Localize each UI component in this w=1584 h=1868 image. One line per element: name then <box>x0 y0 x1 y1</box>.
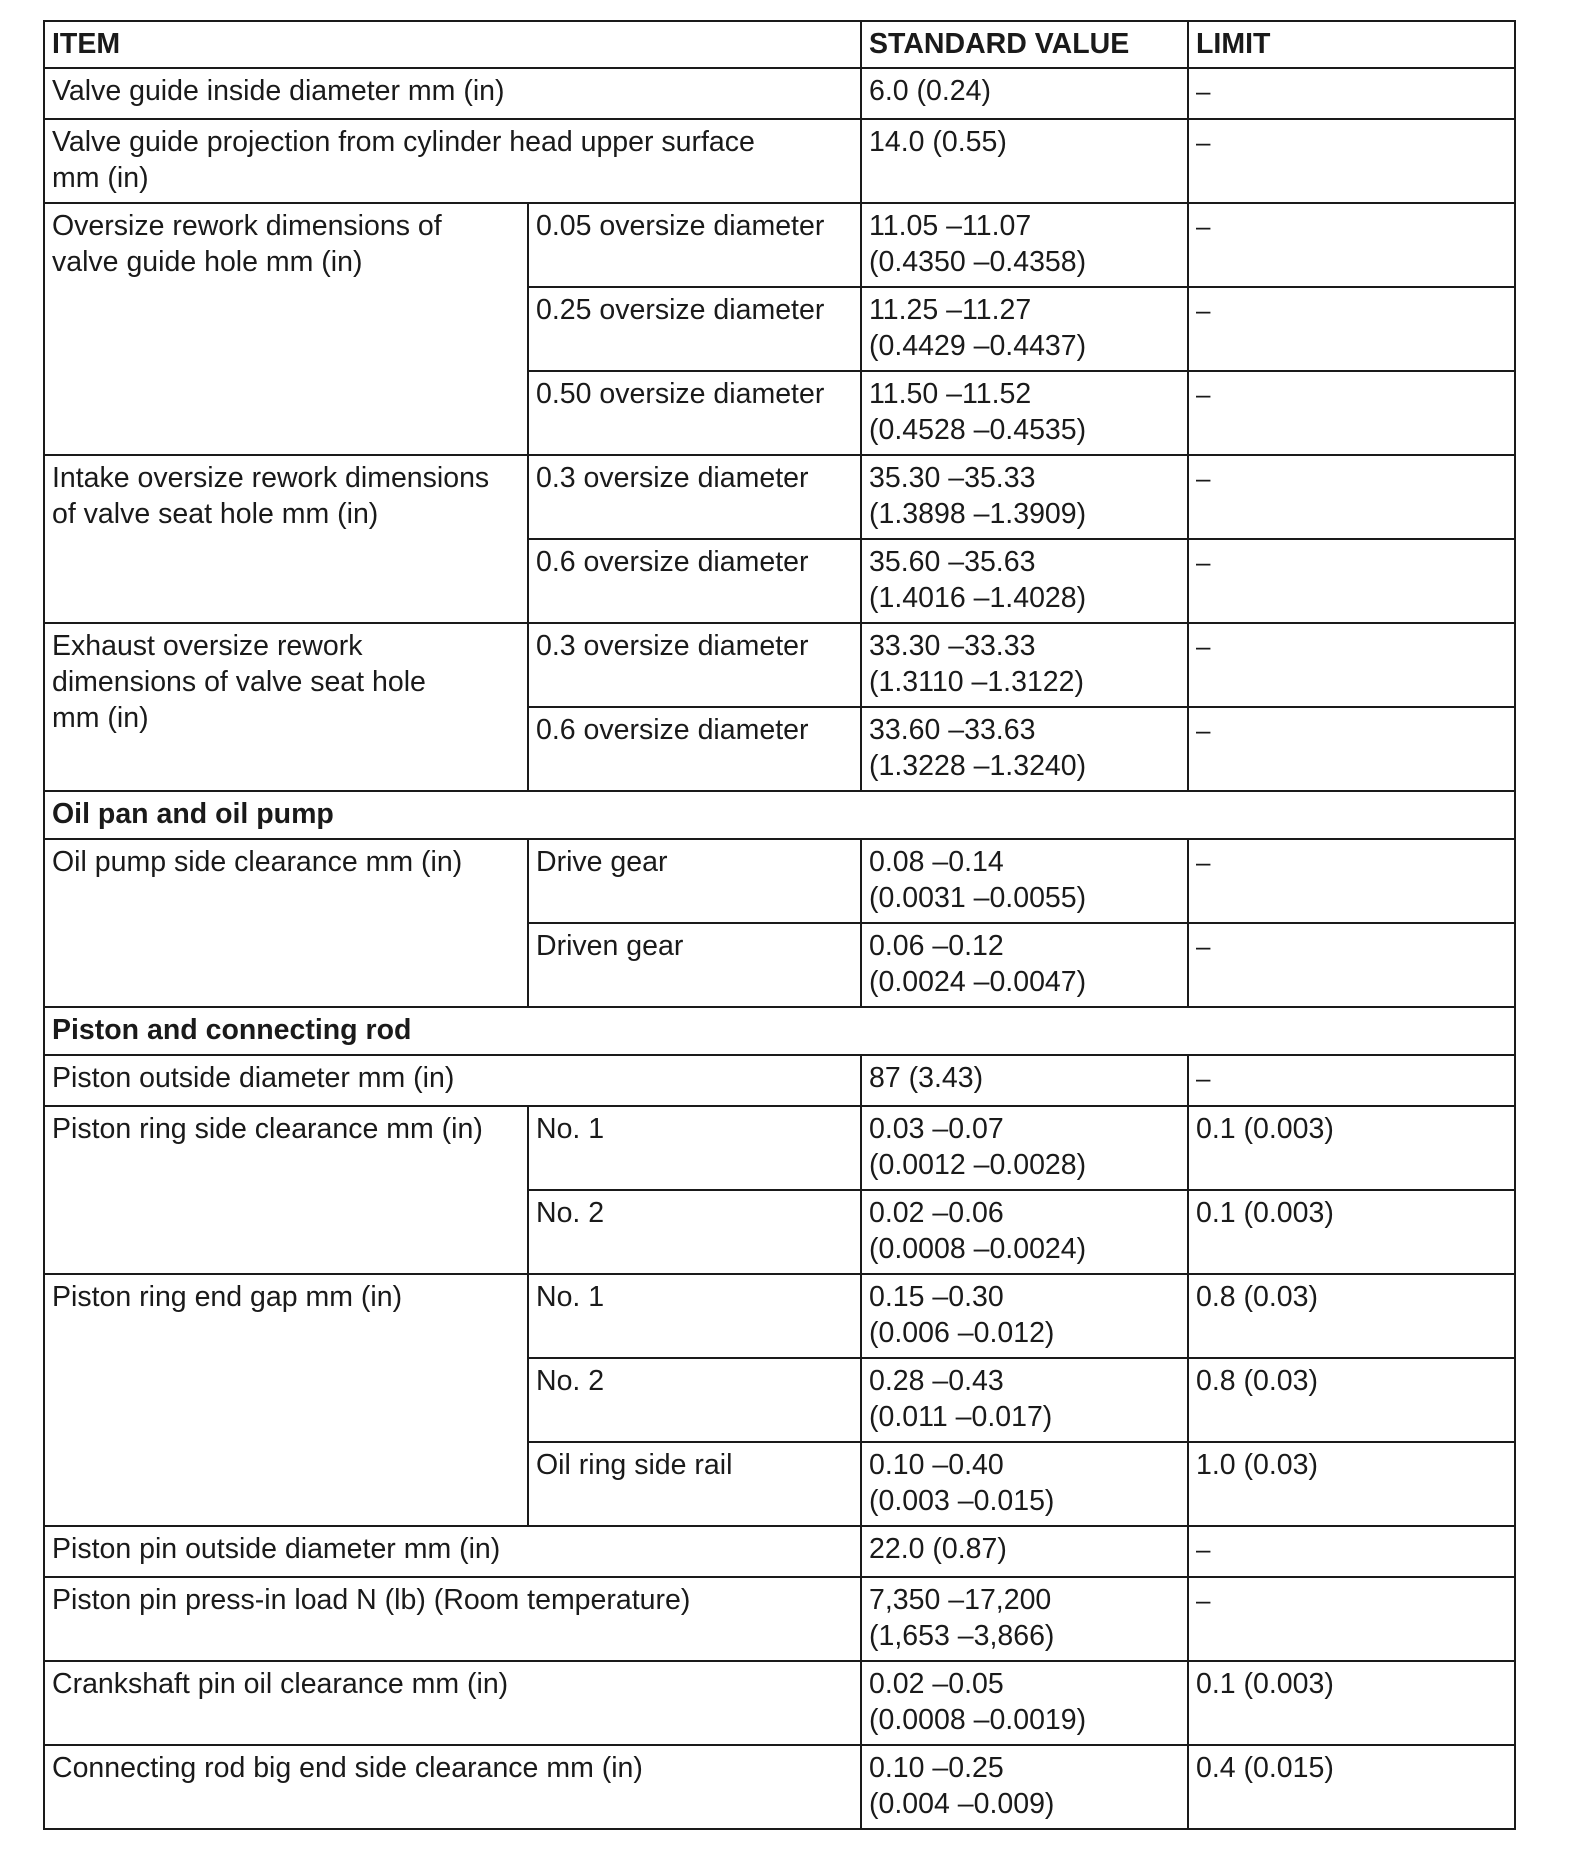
section-title-piston: Piston and connecting rod <box>44 1007 1515 1055</box>
row-standard-value: 87 (3.43) <box>861 1055 1188 1106</box>
row-subitem: No. 1 <box>528 1106 861 1190</box>
row-limit: 0.8 (0.03) <box>1188 1358 1515 1442</box>
std-line: (1.4016 –1.4028) <box>869 582 1087 614</box>
row-standard-value <box>861 923 1188 1007</box>
row-standard-value <box>861 1274 1188 1358</box>
row-standard-value <box>861 539 1188 623</box>
std-line: (1.3110 –1.3122) <box>869 666 1084 698</box>
row-limit: 0.4 (0.015) <box>1188 1745 1515 1829</box>
row-limit: – <box>1188 1577 1515 1661</box>
row-subitem: 0.3 oversize diameter <box>528 623 861 707</box>
row-item: Piston outside diameter mm (in) <box>44 1055 861 1106</box>
row-subitem: 0.6 oversize diameter <box>528 539 861 623</box>
row-item <box>44 203 528 455</box>
row-standard-value: 14.0 (0.55) <box>861 119 1188 203</box>
row-item-line: valve guide hole mm (in) <box>52 246 363 278</box>
row-standard-value <box>861 623 1188 707</box>
row-limit: – <box>1188 371 1515 455</box>
row-subitem: No. 2 <box>528 1358 861 1442</box>
std-line: (1.3898 –1.3909) <box>869 498 1087 530</box>
row-standard-value <box>861 287 1188 371</box>
std-line: 0.02 –0.05 <box>869 1668 1004 1700</box>
row-standard-value <box>861 839 1188 923</box>
row-standard-value: 22.0 (0.87) <box>861 1526 1188 1577</box>
std-line: (0.003 –0.015) <box>869 1485 1055 1517</box>
row-item: Piston pin press-in load N (lb) (Room temperature) <box>44 1577 861 1661</box>
table-row <box>44 839 1515 923</box>
std-line: 0.15 –0.30 <box>869 1281 1004 1313</box>
row-item: Oil pump side clearance mm (in) <box>44 839 528 1007</box>
table-row <box>44 203 1515 287</box>
std-line: 0.03 –0.07 <box>869 1113 1004 1145</box>
row-limit: – <box>1188 287 1515 371</box>
row-item-line: Oversize rework dimensions of <box>52 210 442 242</box>
table-row <box>44 1745 1515 1829</box>
row-standard-value <box>861 203 1188 287</box>
row-item <box>44 623 528 791</box>
section-title-oil-pan: Oil pan and oil pump <box>44 791 1515 839</box>
table-row <box>44 1526 1515 1577</box>
std-line: (0.004 –0.009) <box>869 1788 1055 1820</box>
row-subitem: No. 1 <box>528 1274 861 1358</box>
row-standard-value <box>861 1358 1188 1442</box>
row-item: Connecting rod big end side clearance mm (in) <box>44 1745 861 1829</box>
spec-table <box>43 20 1516 1830</box>
std-line: 33.60 –33.63 <box>869 714 1036 746</box>
std-line: 33.30 –33.33 <box>869 630 1036 662</box>
table-row <box>44 1577 1515 1661</box>
std-line: 7,350 –17,200 <box>869 1584 1052 1616</box>
section-row <box>44 791 1515 839</box>
row-subitem: Oil ring side rail <box>528 1442 861 1526</box>
header-item: ITEM <box>44 21 861 68</box>
row-standard-value: 6.0 (0.24) <box>861 68 1188 119</box>
std-line: (0.011 –0.017) <box>869 1401 1053 1433</box>
std-line: (0.0008 –0.0019) <box>869 1704 1087 1736</box>
table-row <box>44 1106 1515 1190</box>
std-line: 11.05 –11.07 <box>869 210 1032 242</box>
std-line: 0.02 –0.06 <box>869 1197 1004 1229</box>
std-line: 35.30 –35.33 <box>869 462 1036 494</box>
row-standard-value <box>861 371 1188 455</box>
std-line: 0.08 –0.14 <box>869 846 1004 878</box>
row-item-line: dimensions of valve seat hole <box>52 666 426 698</box>
row-standard-value <box>861 1577 1188 1661</box>
std-line: (0.4429 –0.4437) <box>869 330 1087 362</box>
row-subitem: 0.05 oversize diameter <box>528 203 861 287</box>
row-limit: – <box>1188 1526 1515 1577</box>
row-subitem: 0.3 oversize diameter <box>528 455 861 539</box>
table-row <box>44 1661 1515 1745</box>
table-row <box>44 68 1515 119</box>
row-item: Valve guide inside diameter mm (in) <box>44 68 861 119</box>
table-row <box>44 119 1515 203</box>
row-subitem: 0.25 oversize diameter <box>528 287 861 371</box>
row-subitem: No. 2 <box>528 1190 861 1274</box>
header-standard-value: STANDARD VALUE <box>861 21 1188 68</box>
row-subitem: Drive gear <box>528 839 861 923</box>
row-standard-value <box>861 1745 1188 1829</box>
std-line: (0.0008 –0.0024) <box>869 1233 1087 1265</box>
std-line: 0.28 –0.43 <box>869 1365 1004 1397</box>
std-line: (0.0024 –0.0047) <box>869 966 1087 998</box>
row-item <box>44 119 861 203</box>
row-limit: 1.0 (0.03) <box>1188 1442 1515 1526</box>
std-line: (0.4350 –0.4358) <box>869 246 1087 278</box>
row-limit: – <box>1188 119 1515 203</box>
std-line: (0.0012 –0.0028) <box>869 1149 1087 1181</box>
std-line: (0.006 –0.012) <box>869 1317 1055 1349</box>
row-item-line: mm (in) <box>52 702 149 734</box>
row-limit: – <box>1188 623 1515 707</box>
row-item-line: Intake oversize rework dimensions <box>52 462 490 494</box>
header-limit: LIMIT <box>1188 21 1515 68</box>
row-item <box>44 455 528 623</box>
row-standard-value <box>861 1661 1188 1745</box>
row-limit: 0.8 (0.03) <box>1188 1274 1515 1358</box>
row-limit: – <box>1188 68 1515 119</box>
row-standard-value <box>861 707 1188 791</box>
row-limit: – <box>1188 455 1515 539</box>
row-limit: – <box>1188 839 1515 923</box>
row-standard-value <box>861 1106 1188 1190</box>
row-limit: – <box>1188 539 1515 623</box>
std-line: 11.25 –11.27 <box>869 294 1032 326</box>
row-limit: 0.1 (0.003) <box>1188 1661 1515 1745</box>
row-item-line: of valve seat hole mm (in) <box>52 498 379 530</box>
row-standard-value <box>861 1190 1188 1274</box>
table-row <box>44 455 1515 539</box>
table-row <box>44 623 1515 707</box>
std-line: (0.4528 –0.4535) <box>869 414 1087 446</box>
std-line: 11.50 –11.52 <box>869 378 1032 410</box>
row-limit: 0.1 (0.003) <box>1188 1190 1515 1274</box>
row-limit: – <box>1188 203 1515 287</box>
row-item-line: Exhaust oversize rework <box>52 630 363 662</box>
row-limit: – <box>1188 1055 1515 1106</box>
row-limit: 0.1 (0.003) <box>1188 1106 1515 1190</box>
table-header-row <box>44 21 1515 68</box>
row-limit: – <box>1188 707 1515 791</box>
row-item-line: Valve guide projection from cylinder head upper surface <box>52 126 755 158</box>
table-row <box>44 1274 1515 1358</box>
row-subitem: 0.50 oversize diameter <box>528 371 861 455</box>
row-subitem: Driven gear <box>528 923 861 1007</box>
std-line: (0.0031 –0.0055) <box>869 882 1087 914</box>
row-item-line: mm (in) <box>52 162 149 194</box>
std-line: 0.10 –0.25 <box>869 1752 1004 1784</box>
std-line: 0.10 –0.40 <box>869 1449 1004 1481</box>
std-line: (1,653 –3,866) <box>869 1620 1055 1652</box>
row-standard-value <box>861 455 1188 539</box>
table-row <box>44 1055 1515 1106</box>
std-line: 0.06 –0.12 <box>869 930 1004 962</box>
row-item: Piston ring side clearance mm (in) <box>44 1106 528 1274</box>
row-item: Crankshaft pin oil clearance mm (in) <box>44 1661 861 1745</box>
row-item: Piston ring end gap mm (in) <box>44 1274 528 1526</box>
row-standard-value <box>861 1442 1188 1526</box>
row-item: Piston pin outside diameter mm (in) <box>44 1526 861 1577</box>
std-line: (1.3228 –1.3240) <box>869 750 1087 782</box>
row-limit: – <box>1188 923 1515 1007</box>
std-line: 35.60 –35.63 <box>869 546 1036 578</box>
row-subitem: 0.6 oversize diameter <box>528 707 861 791</box>
section-row <box>44 1007 1515 1055</box>
